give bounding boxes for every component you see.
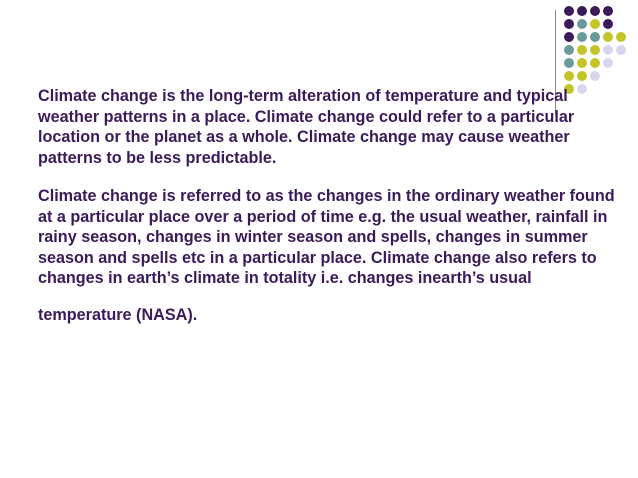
decorative-dot <box>603 58 613 68</box>
decorative-dot <box>577 6 587 16</box>
decorative-dot <box>590 71 600 81</box>
decorative-dot <box>590 45 600 55</box>
paragraph-definition: Climate change is the long-term alteration of temperature and typical weather patterns in a place. Climate change could refer to a particular location or the planet as a whole. Climate change may cause weather patterns to be less predictable. <box>38 87 575 167</box>
paragraph-source: temperature (NASA). <box>38 305 198 324</box>
decorative-dot <box>577 71 587 81</box>
decorative-dot <box>603 45 613 55</box>
slide-body <box>38 86 628 325</box>
decorative-dot <box>590 58 600 68</box>
decorative-dot <box>590 6 600 16</box>
decorative-dot <box>577 58 587 68</box>
decorative-dot <box>564 45 574 55</box>
decorative-dot <box>590 19 600 29</box>
decorative-dot <box>577 32 587 42</box>
decorative-dot <box>603 6 613 16</box>
decorative-dot <box>577 19 587 29</box>
decorative-dot <box>616 32 626 42</box>
decorative-dot <box>564 58 574 68</box>
decorative-dot <box>616 45 626 55</box>
decorative-dot-grid <box>564 6 634 96</box>
decorative-dot <box>603 32 613 42</box>
paragraph-explanation: Climate change is referred to as the changes in the ordinary weather found at a particular place over a period of time e.g. the usual weather, rainfall in rainy season, changes in winter season and spells, changes in summer season and spells etc in a particular place. Climate change also refers to changes in earth’s climate in totality i.e. changes inearth’s usual <box>38 187 615 287</box>
decorative-dot <box>564 32 574 42</box>
decorative-dot <box>577 45 587 55</box>
decorative-dot <box>564 19 574 29</box>
decorative-dot <box>603 19 613 29</box>
decorative-dot <box>564 71 574 81</box>
decorative-dot <box>564 6 574 16</box>
decorative-dot <box>590 32 600 42</box>
